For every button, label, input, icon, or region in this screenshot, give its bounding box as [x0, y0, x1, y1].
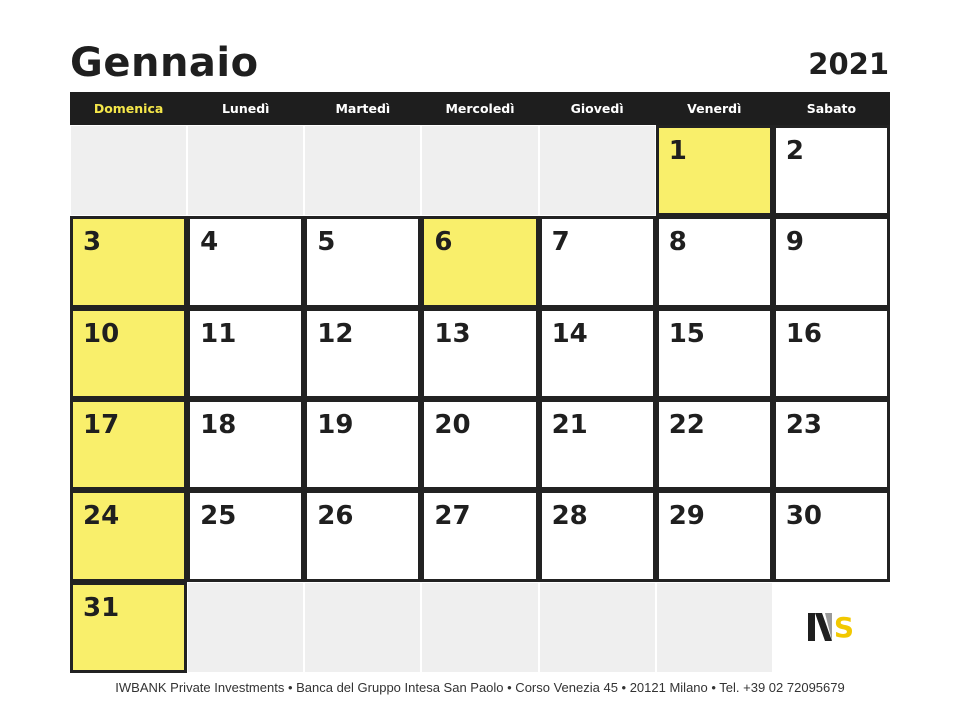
- day-number: 17: [83, 410, 120, 440]
- month-title: Gennaio: [70, 40, 259, 86]
- day-number: 20: [434, 410, 471, 440]
- day-number: 29: [668, 501, 705, 532]
- day-number: 16: [785, 318, 823, 349]
- day-number: 25: [200, 501, 237, 532]
- day-number: 7: [551, 227, 570, 258]
- day-cell: [773, 216, 890, 307]
- year-label: 2021: [808, 47, 889, 81]
- day-number: 13: [434, 318, 471, 349]
- day-cell: [773, 490, 890, 581]
- day-cell: [656, 490, 773, 581]
- day-cell: [656, 399, 773, 490]
- day-cell: [656, 216, 773, 307]
- empty-day-cell: [304, 582, 421, 673]
- day-cell: [539, 216, 656, 307]
- day-cell: [773, 125, 890, 216]
- weekday-header: [70, 92, 890, 125]
- footer-address: IWBANK Private Investments • Banca del Gruppo Intesa San Paolo • Corso Venezia 45 • 20121 Milano • Tel. +39 02 72095679: [115, 680, 845, 695]
- day-number: 15: [668, 318, 705, 349]
- day-number: 10: [83, 318, 120, 349]
- weekday-friday: Venerdì: [687, 101, 742, 116]
- weekday-tuesday: Martedì: [335, 101, 391, 116]
- day-cell: [421, 490, 538, 581]
- day-number: 23: [785, 410, 823, 440]
- day-number: 6: [434, 227, 453, 258]
- day-number: 22: [668, 410, 705, 440]
- day-number: 8: [668, 227, 687, 258]
- day-number: 24: [83, 501, 120, 532]
- day-number: 4: [200, 227, 219, 258]
- day-number: 31: [83, 592, 120, 623]
- weekday-wednesday: Mercoledì: [445, 101, 515, 116]
- day-cell: [656, 125, 773, 216]
- ns-logo-icon: [808, 613, 856, 641]
- day-cell: [304, 308, 421, 399]
- empty-day-cell: [70, 125, 187, 216]
- day-number: 11: [200, 318, 237, 349]
- weekday-saturday: Sabato: [806, 101, 857, 116]
- day-cell: [70, 582, 187, 673]
- day-cell: [773, 399, 890, 490]
- day-number: 12: [317, 318, 354, 349]
- weekday-monday: Lunedì: [221, 101, 270, 116]
- empty-day-cell: [187, 125, 304, 216]
- day-cell: [70, 490, 187, 581]
- day-number: 1: [668, 136, 687, 166]
- day-cell: [773, 308, 890, 399]
- day-number: 26: [317, 501, 354, 532]
- day-cell: [70, 399, 187, 490]
- empty-day-cell: [539, 125, 656, 216]
- empty-day-cell: [539, 582, 656, 673]
- day-number: 18: [200, 410, 237, 440]
- day-number: 9: [785, 227, 804, 258]
- day-cell: [70, 216, 187, 307]
- day-number: 30: [785, 501, 823, 532]
- day-cell: [421, 399, 538, 490]
- day-number: 21: [551, 410, 588, 440]
- empty-day-cell: [421, 582, 538, 673]
- calendar-grid: [70, 125, 890, 673]
- weekday-thursday: Giovedì: [570, 101, 624, 116]
- day-number: 2: [785, 136, 804, 166]
- day-cell: [304, 216, 421, 307]
- empty-day-cell: [187, 582, 304, 673]
- day-cell: [304, 490, 421, 581]
- day-cell: [656, 308, 773, 399]
- day-cell: [187, 308, 304, 399]
- day-number: 5: [317, 227, 336, 258]
- day-number: 28: [551, 501, 588, 532]
- day-cell: [539, 490, 656, 581]
- day-cell: [70, 308, 187, 399]
- svg-text:S: S: [833, 613, 855, 641]
- day-number: 27: [434, 501, 471, 532]
- empty-day-cell: [304, 125, 421, 216]
- day-cell: [421, 308, 538, 399]
- day-number: 14: [551, 318, 588, 349]
- day-cell: [187, 490, 304, 581]
- day-cell: [304, 399, 421, 490]
- day-cell: [187, 399, 304, 490]
- day-number: 3: [83, 227, 102, 258]
- day-cell: [539, 308, 656, 399]
- day-number: 19: [317, 410, 354, 440]
- empty-day-cell: [421, 125, 538, 216]
- day-cell: [421, 216, 538, 307]
- weekday-sunday: Domenica: [93, 101, 164, 116]
- day-cell: [539, 399, 656, 490]
- empty-day-cell: [656, 582, 773, 673]
- day-cell: [187, 216, 304, 307]
